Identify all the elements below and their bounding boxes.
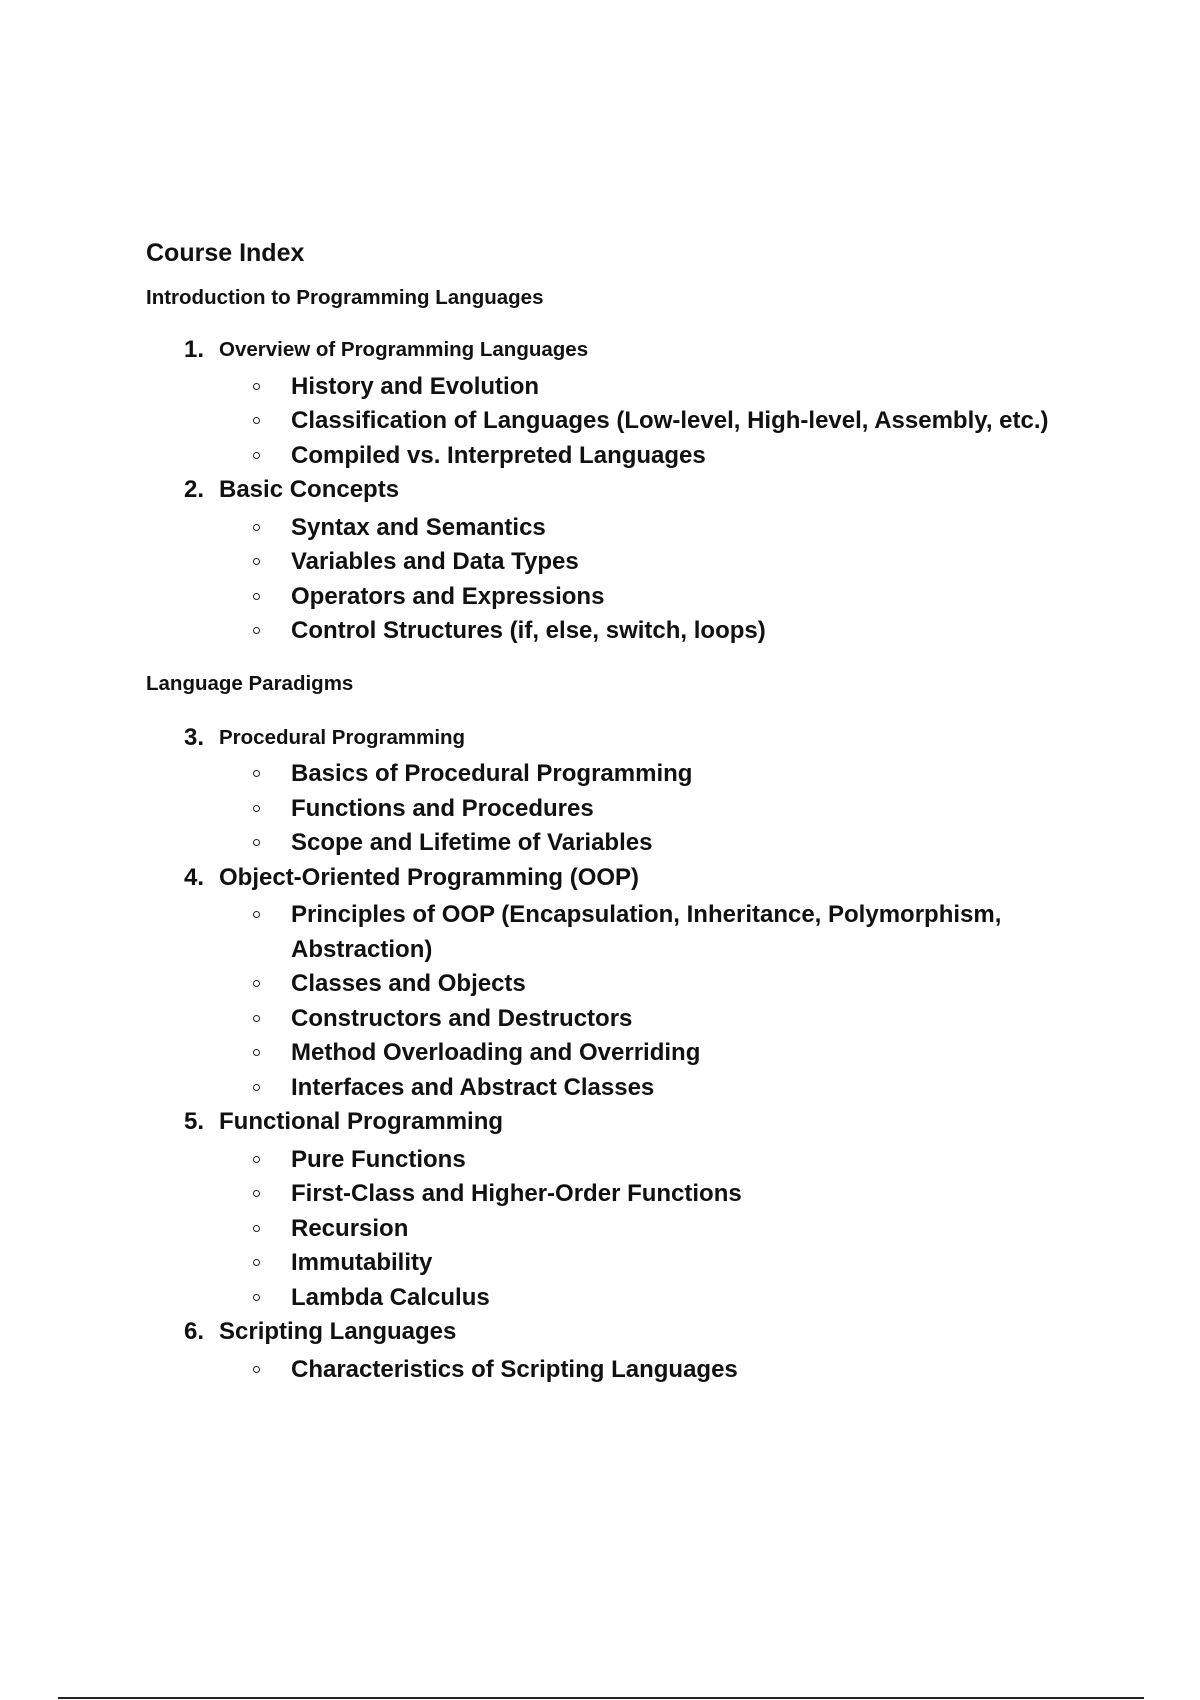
hollow-bullet-icon [253,1294,260,1301]
subtopic-list [219,1143,1076,1316]
hollow-bullet-icon [253,1156,260,1163]
topic-number: 4. [184,863,205,891]
subtopic-item [219,1353,1076,1388]
topic-label: Basic Concepts [219,476,400,503]
subtopic-list [219,1353,1076,1388]
subtopic-label: Characteristics of Scripting Languages [291,1355,738,1383]
subtopic-item [219,1071,1076,1106]
hollow-bullet-icon [253,911,260,918]
hollow-bullet-icon [253,524,260,531]
topic-item [146,861,1076,1106]
subtopic-label: First-Class and Higher-Order Functions [291,1180,742,1207]
section-heading-paradigms: Language Paradigms [146,671,354,695]
hollow-bullet-icon [253,1190,260,1197]
subtopic-item [219,1281,1076,1316]
subtopic-label: Compiled vs. Interpreted Languages [291,441,706,469]
subtopic-label: Pure Functions [291,1145,466,1173]
topic-list-introduction [146,333,1076,649]
hollow-bullet-icon [253,1015,260,1022]
subtopic-list [219,898,1076,1105]
subtopic-label: Basics of Procedural Programming [291,760,693,787]
subtopic-label: Constructors and Destructors [291,1004,633,1032]
subtopic-label: Syntax and Semantics [291,513,546,541]
subtopic-label: Interfaces and Abstract Classes [291,1073,655,1101]
subtopic-label: Lambda Calculus [291,1283,490,1311]
course-index-content [146,232,1076,1387]
topic-label: Procedural Programming [219,725,466,749]
subtopic-label: Scope and Lifetime of Variables [291,829,653,856]
hollow-bullet-icon [253,770,260,777]
hollow-bullet-icon [253,452,260,459]
topic-item [146,473,1076,649]
subtopic-label: Control Structures (if, else, switch, loops) [291,617,766,644]
hollow-bullet-icon [253,805,260,812]
subtopic-label: Variables and Data Types [291,548,579,575]
subtopic-item [219,1002,1076,1037]
subtopic-item [219,580,1076,615]
topic-number: 1. [184,336,205,363]
subtopic-item [219,898,1076,967]
topic-label: Functional Programming [219,1108,504,1135]
subtopic-list [219,511,1076,649]
footer-divider [58,1697,1144,1699]
subtopic-label: Method Overloading and Overriding [291,1039,701,1066]
subtopic-item [219,404,1076,439]
subtopic-item [219,1177,1076,1212]
subtopic-item [219,1212,1076,1247]
topic-list-paradigms [146,721,1076,1388]
topic-number: 2. [184,476,205,503]
subtopic-item [219,511,1076,546]
subtopic-list [219,757,1076,861]
subtopic-item [219,826,1076,861]
hollow-bullet-icon [253,627,260,634]
topic-item [146,1105,1076,1315]
hollow-bullet-icon [253,417,260,424]
hollow-bullet-icon [253,1225,260,1232]
hollow-bullet-icon [253,383,260,390]
hollow-bullet-icon [253,1259,260,1266]
subtopic-label: Principles of OOP (Encapsulation, Inheritance, Polymorphism, Abstraction) [291,901,1002,963]
subtopic-item [219,792,1076,827]
subtopic-label: History and Evolution [291,372,540,400]
hollow-bullet-icon [253,839,260,846]
subtopic-label: Functions and Procedures [291,794,594,822]
subtopic-item [219,1036,1076,1071]
subtopic-label: Operators and Expressions [291,582,605,610]
subtopic-item [219,370,1076,405]
hollow-bullet-icon [253,980,260,987]
subtopic-label: Classes and Objects [291,970,526,997]
subtopic-item [219,1143,1076,1178]
topic-number: 3. [184,723,205,751]
subtopic-list [219,370,1076,474]
subtopic-label: Classification of Languages (Low-level, High-level, Assembly, etc.) [291,407,1049,434]
subtopic-item [219,545,1076,580]
hollow-bullet-icon [253,1366,260,1373]
topic-number: 6. [184,1318,205,1345]
topic-label: Scripting Languages [219,1318,457,1345]
section-heading-introduction: Introduction to Programming Languages [146,286,544,309]
subtopic-item [219,967,1076,1002]
hollow-bullet-icon [253,1084,260,1091]
topic-item [146,1315,1076,1387]
hollow-bullet-icon [253,1049,260,1056]
subtopic-item [219,439,1076,474]
subtopic-item [219,614,1076,649]
topic-label: Object-Oriented Programming (OOP) [219,863,640,891]
subtopic-item [219,757,1076,792]
subtopic-item [219,1246,1076,1281]
hollow-bullet-icon [253,593,260,600]
subtopic-label: Recursion [291,1214,409,1242]
topic-label: Overview of Programming Languages [219,338,589,361]
topic-item [146,721,1076,861]
topic-item [146,333,1076,473]
document-title: Course Index [146,239,305,267]
subtopic-label: Immutability [291,1249,433,1276]
hollow-bullet-icon [253,558,260,565]
topic-number: 5. [184,1108,205,1135]
